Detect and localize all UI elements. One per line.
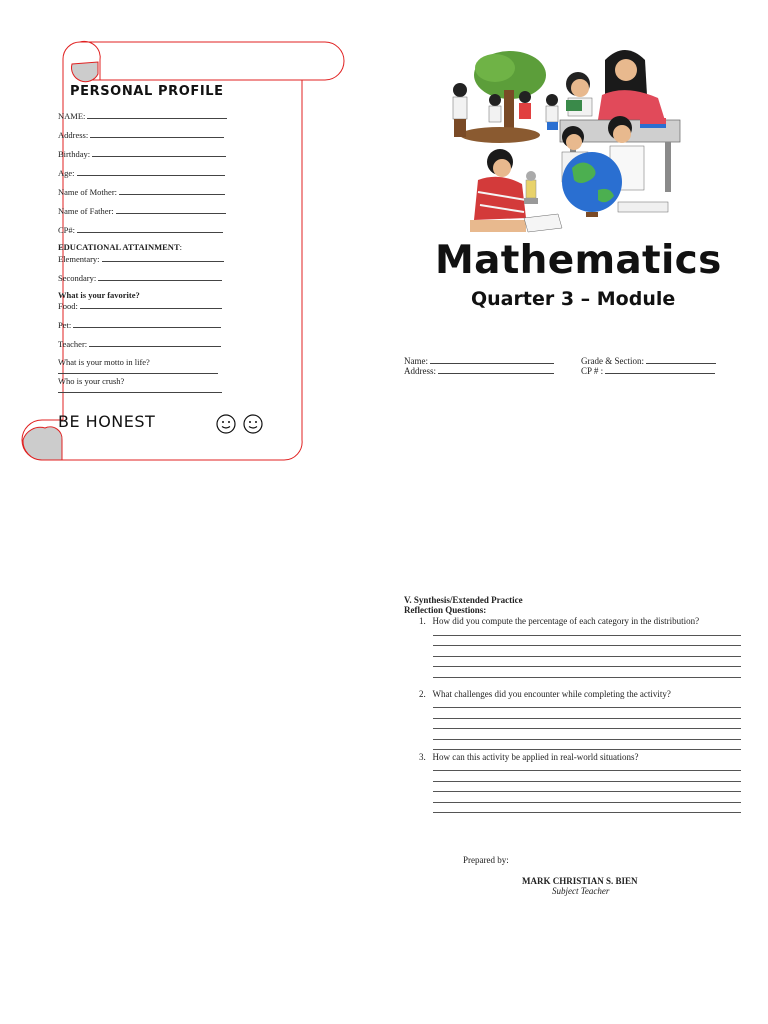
edu-heading: EDUCATIONAL ATTAINMENT: — [58, 242, 182, 252]
cover-cp-field[interactable]: CP # : — [581, 365, 715, 376]
motto-answer-line[interactable] — [58, 367, 218, 374]
question-1: 1. How did you compute the percentage of each category in the distribution? — [419, 616, 700, 626]
answer-line[interactable] — [433, 677, 741, 678]
teacher-name: MARK CHRISTIAN S. BIEN — [522, 876, 638, 886]
crush-answer-line[interactable] — [58, 386, 222, 393]
question-3: 3. How can this activity be applied in real-world situations? — [419, 752, 639, 762]
answer-line[interactable] — [433, 770, 741, 771]
cover-address-field[interactable]: Address: — [404, 365, 554, 376]
pet-field[interactable]: Pet: — [58, 319, 221, 330]
module-title: Mathematics — [435, 238, 722, 283]
favorite-heading: What is your favorite? — [58, 290, 140, 300]
name-field[interactable]: NAME: — [58, 110, 227, 121]
motto-field[interactable]: What is your motto in life? — [58, 357, 150, 367]
reflection-heading: Reflection Questions: — [404, 605, 487, 615]
answer-line[interactable] — [433, 718, 741, 719]
answer-line[interactable] — [433, 749, 741, 750]
be-honest-text: BE HONEST — [58, 412, 156, 431]
answer-line[interactable] — [433, 812, 741, 813]
synthesis-heading: V. Synthesis/Extended Practice — [404, 595, 523, 605]
answer-line[interactable] — [433, 739, 741, 740]
profile-title: PERSONAL PROFILE — [70, 84, 224, 99]
elementary-field[interactable]: Elementary: — [58, 253, 224, 264]
answer-line[interactable] — [433, 707, 741, 708]
birthday-field[interactable]: Birthday: — [58, 148, 226, 159]
secondary-field[interactable]: Secondary: — [58, 272, 222, 283]
question-2: 2. What challenges did you encounter while completing the activity? — [419, 689, 671, 699]
answer-line[interactable] — [433, 635, 741, 636]
smiley-icon — [216, 414, 236, 434]
answer-line[interactable] — [433, 666, 741, 667]
teacher-role: Subject Teacher — [552, 886, 610, 896]
food-field[interactable]: Food: — [58, 300, 222, 311]
answer-line[interactable] — [433, 802, 741, 803]
answer-line[interactable] — [433, 781, 741, 782]
grade-section-field[interactable]: Grade & Section: — [581, 355, 716, 366]
address-field[interactable]: Address: — [58, 129, 224, 140]
students-illustration — [440, 40, 685, 250]
scroll-frame — [0, 0, 360, 470]
prepared-by-label: Prepared by: — [463, 855, 509, 865]
teacher-field[interactable]: Teacher: — [58, 338, 221, 349]
answer-line[interactable] — [433, 645, 741, 646]
answer-line[interactable] — [433, 656, 741, 657]
module-subtitle: Quarter 3 – Module — [471, 288, 676, 310]
father-field[interactable]: Name of Father: — [58, 205, 226, 216]
crush-field[interactable]: Who is your crush? — [58, 376, 125, 386]
answer-line[interactable] — [433, 728, 741, 729]
age-field[interactable]: Age: — [58, 167, 225, 178]
cp-field[interactable]: CP#: — [58, 224, 223, 235]
smiley-icon — [243, 414, 263, 434]
answer-line[interactable] — [433, 791, 741, 792]
mother-field[interactable]: Name of Mother: — [58, 186, 225, 197]
cover-name-field[interactable]: Name: — [404, 355, 554, 366]
